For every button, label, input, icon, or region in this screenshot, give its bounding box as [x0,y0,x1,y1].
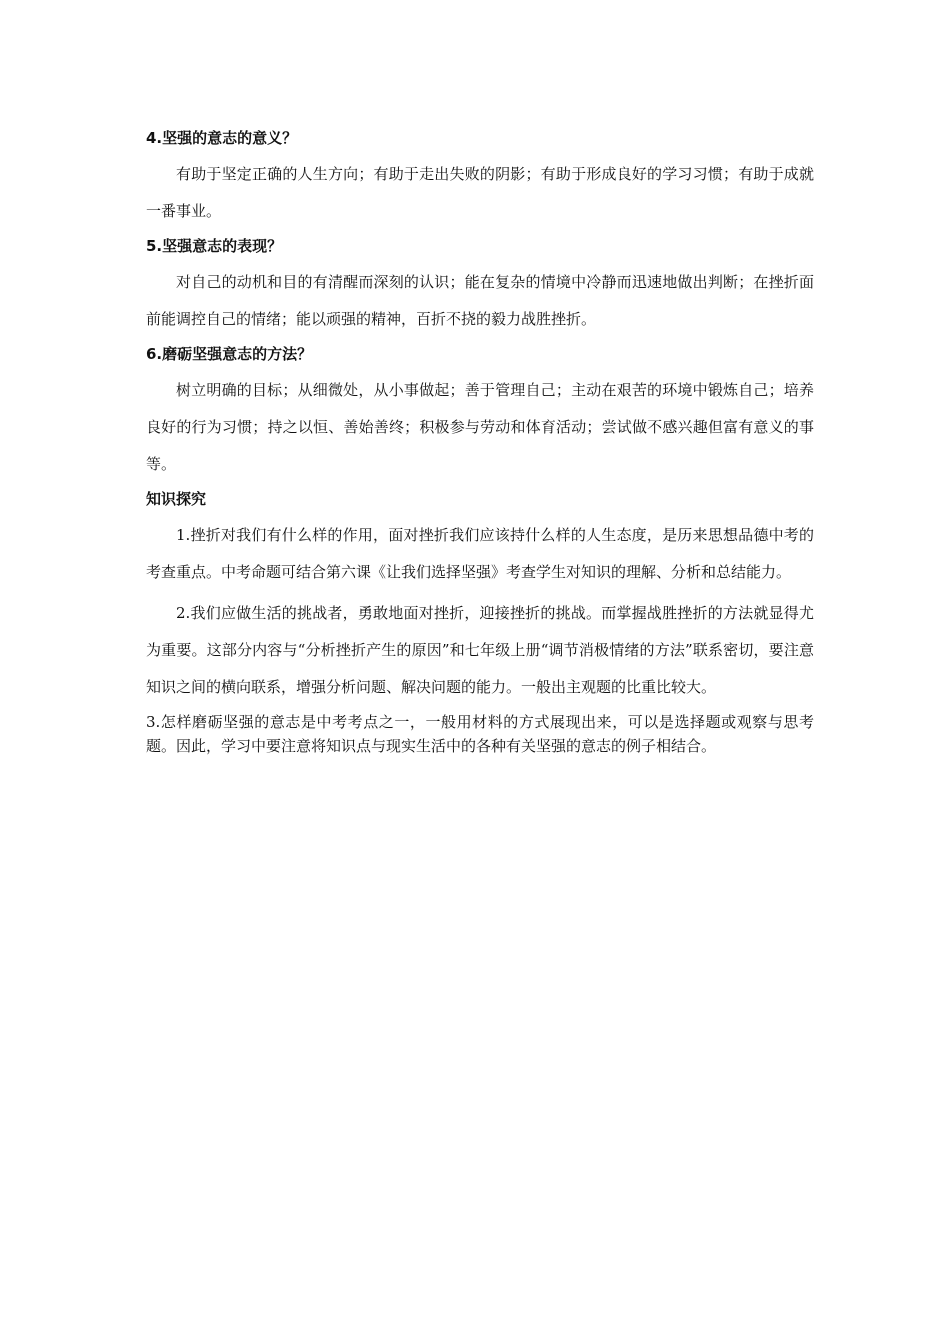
explore-item-2: 2.我们应做生活的挑战者，勇敢地面对挫折，迎接挫折的挑战。而掌握战胜挫折的方法就显得尤为重要。这部分内容与“分析挫折产生的原因”和七年级上册“调节消极情绪的方法”联系密切，要注意知识之间的横向联系，增强分析问题、解决问题的能力。一般出主观题的比重比较大。 [146,604,814,696]
explore-item-3: 3.怎样磨砺坚强的意志是中考考点之一，一般用材料的方式展现出来，可以是选择题或观察与思考题。因此，学习中要注意将知识点与现实生活中的各种有关坚强的意志的例子相结合。 [146,713,814,755]
section-body-manifestation: 对自己的动机和目的有清醒而深刻的认识；能在复杂的情境中冷静而迅速地做出判断；在挫折面前能调控自己的情绪；能以顽强的精神，百折不挠的毅力战胜挫折。 [146,273,814,328]
section-heading-manifestation: 5.坚强意志的表现？ [146,237,283,255]
section-heading-methods: 6.磨砺坚强意志的方法？ [146,345,313,363]
section-body-methods: 树立明确的目标；从细微处，从小事做起；善于管理自己；主动在艰苦的环境中锻炼自己；培养良好的行为习惯；持之以恒、善始善终；积极参与劳动和体育活动；尝试做不感兴趣但富有意义的事等。 [146,381,814,473]
explore-item-1: 1.挫折对我们有什么样的作用，面对挫折我们应该持什么样的人生态度，是历来思想品德中考的考查重点。中考命题可结合第六课《让我们选择坚强》考查学生对知识的理解、分析和总结能力。 [146,526,814,581]
section-heading-significance: 4.坚强的意志的意义？ [146,129,298,147]
section-body-significance: 有助于坚定正确的人生方向；有助于走出失败的阴影；有助于形成良好的学习习惯；有助于成就一番事业。 [146,165,814,220]
explore-heading: 知识探究 [146,490,207,508]
document-content [146,126,814,758]
